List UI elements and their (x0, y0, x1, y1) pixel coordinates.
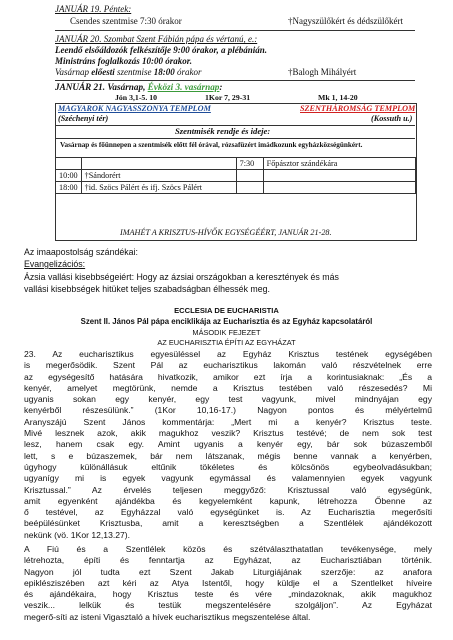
text-line: nekünk (vö. 1Kor 12,13.27). (24, 529, 131, 540)
text-line: Aranyszájú Szent János kommentárja: „Mert mi a kenyér? Krisztus teste. (24, 416, 432, 427)
text-line: létrehozta, építi és fenntartja az Egyházat, az Eucharisztiában történik. (24, 555, 432, 566)
table-row (56, 182, 416, 194)
right-church-name: SZENTHÁROMSÁG TEMPLOM (300, 104, 416, 113)
text-line: és ajándékaira, hogy Krisztus teste és vére „mindazoknak, akik magukhoz (24, 589, 432, 600)
schedule-title: Szentmisék rendje és ideje: (175, 126, 271, 136)
paragraph-continuation-text (24, 544, 432, 623)
text-line: ugyanígy mi is egyek vagyunk egymással és valamennyien egyek vagyunk (24, 473, 432, 484)
jan20-heading: JANUÁR 20. Szombat Szent Fábián pápa és vértanú, e.: (55, 34, 258, 44)
text-line: amit egyenként ajándékba és kegyelemként kapunk, létrehozza Őbenne az (24, 495, 432, 506)
jan20-line1: Leendő elsőáldozók felkészítője 9:00 órakor, a plébánián. (55, 45, 267, 55)
left-intention-cell: †id. Szöcs Pálért és ifj. Szöcs Pálért (81, 182, 236, 194)
left-intention-cell: †Sándorért (81, 170, 236, 182)
left-time-cell: 10:00 (56, 170, 82, 182)
jan21-reading-second: 1Kor 7, 29-31 (205, 93, 251, 102)
evangelization-text-2: vallási kisebbségek hitüket teljes szabadságban élhessék meg. (24, 284, 270, 294)
text-line: kenyér, amelyet megtörünk, nemde a Krisztus testében való részesedés? Mi (24, 382, 432, 393)
left-time-cell (56, 158, 82, 170)
text-line: veszik... lelkük és testük megszentelésére szolgáljon”. Az Egyházat (24, 600, 432, 611)
text-line: epiklésziszében azt kéri az Atya Istentől, hogy küldje el a Szentlelket híveire (24, 577, 432, 588)
paragraph-23-text (24, 349, 432, 541)
text-line: Krisztussal.” Az érvelés teljesen meggyőző: Krisztussal való egységünk, (24, 484, 432, 495)
left-church-name: MAGYAROK NAGYASSZONYA TEMPLOM (58, 104, 211, 113)
text-line: A Fiú és a Szentlélek közös és szétválaszthatatlan tevékenysége, mely (24, 544, 432, 554)
divider (55, 80, 415, 81)
left-time-cell: 18:00 (56, 182, 82, 194)
jan20-line2: Ministráns foglalkozás 10:00 órakor. (55, 56, 193, 66)
text-line: Mivé lesznek azok, akik magukhoz veszik? Krisztus testévé; de nem sok test (24, 428, 432, 439)
encyclical-title: ECCLESIA DE EUCHARISTIA (174, 306, 279, 315)
text-line: is megerősödik. Szent Pál az eucharisztikus lakomán való részvételnek erre (24, 360, 432, 371)
jan20-line3: Vasárnap előesti szentmise 18:00 órakor (55, 67, 202, 77)
right-intention-cell (263, 182, 415, 194)
text-line: 23. Az eucharisztikus egyesüléssel az Egyház Krisztus testének egységében (24, 349, 432, 359)
jan19-mass-time: Csendes szentmise 7:30 órakor (70, 16, 182, 26)
jan21-reading-gospel: Mk 1, 14-20 (318, 93, 358, 102)
rosary-note: Vasárnap és főünnepen a szentmisék előtt fél órával, rózsafüzért imádkozunk egyházközségünkért. (60, 141, 363, 149)
chapter-title: AZ EUCHARISZTIA ÉPÍTI AZ EGYHÁZAT (157, 338, 296, 347)
text-line: lett, s e búzaszemek, bár nem látszanak, mégis benne vannak a kenyérben, (24, 450, 432, 461)
jan20-intention: †Balogh Mihályért (288, 67, 357, 77)
encyclical-subtitle: Szent II. János Pál pápa enciklikája az Eucharisztia és az Egyház kapcsolatáról (80, 317, 373, 326)
right-intention-cell: Főpásztor szándékára (263, 158, 415, 170)
text-line: úgyhogy különállásuk eltűnik tökéletes és kölcsönös egybeolvadásukban; (24, 461, 432, 472)
chapter-number: MÁSODIK FEJEZET (192, 328, 261, 337)
table-row (56, 158, 416, 170)
text-line: ő testével, az Egyházzal való egységünket is. Az Eucharisztia megerősíti (24, 507, 432, 518)
left-church-location: (Széchenyi tér) (58, 114, 109, 123)
evangelization-label: Evangelizációs: (24, 259, 86, 269)
text-line: beépülésünket Krisztusba, amit a keresztségben a Szentlélek ajándékozott (24, 518, 432, 529)
right-church-location: (Kossuth u.) (371, 114, 413, 123)
paragraph-23 (24, 349, 432, 541)
text-line: lesz, hanem csak egy. Amint ugyanis a kenyér egy, bár sok búzaszemből (24, 439, 432, 450)
right-intention-cell (263, 170, 415, 182)
text-line: kenyérből részesülünk.” (1Kor 10,16-17.) Nagyon pontos és mélyértelmű (24, 405, 432, 416)
unity-week-note: IMAHÉT A KRISZTUS-HÍVŐK EGYSÉGÉÉRT, JANUÁR 21-28. (120, 228, 332, 237)
text-line: ugyanis sokan egy kenyér, egy test vagyunk, mivel mindnyájan egy (24, 394, 432, 405)
apostolate-title: Az imaapostolság szándékai: (24, 247, 138, 257)
text-line: az egységesítő hatására hivatkozik, amikor ezt írja a korintusiaknak: „És a (24, 371, 432, 382)
left-intention-cell (81, 158, 236, 170)
text-line: Nagyon jól tudta ezt Szent Jakab Liturgiájának szerzője: az anafora (24, 566, 432, 577)
divider (55, 30, 415, 31)
evangelization-text-1: Ázsia vallási kisebbségeiért: Hogy az ázsiai országokban a keresztények és más (24, 272, 339, 282)
right-time-cell (236, 182, 263, 194)
jan21-heading: JANUÁR 21. Vasárnap, Évközi 3. vasárnap: (55, 82, 223, 92)
jan19-heading: JANUÁR 19. Péntek: (55, 4, 132, 14)
jan21-reading-first: Jón 3,1-5. 10 (115, 93, 158, 102)
right-time-cell: 7:30 (236, 158, 263, 170)
table-row (56, 170, 416, 182)
text-line: megerő-síti az isteni Vigasztaló a hívek eucharisztikus megszentelése által. (24, 611, 311, 622)
paragraph-continuation (24, 544, 432, 623)
jan19-intention: †Nagyszülőkért és dédszülőkért (288, 16, 403, 26)
mass-schedule-table (55, 157, 416, 194)
right-time-cell (236, 170, 263, 182)
